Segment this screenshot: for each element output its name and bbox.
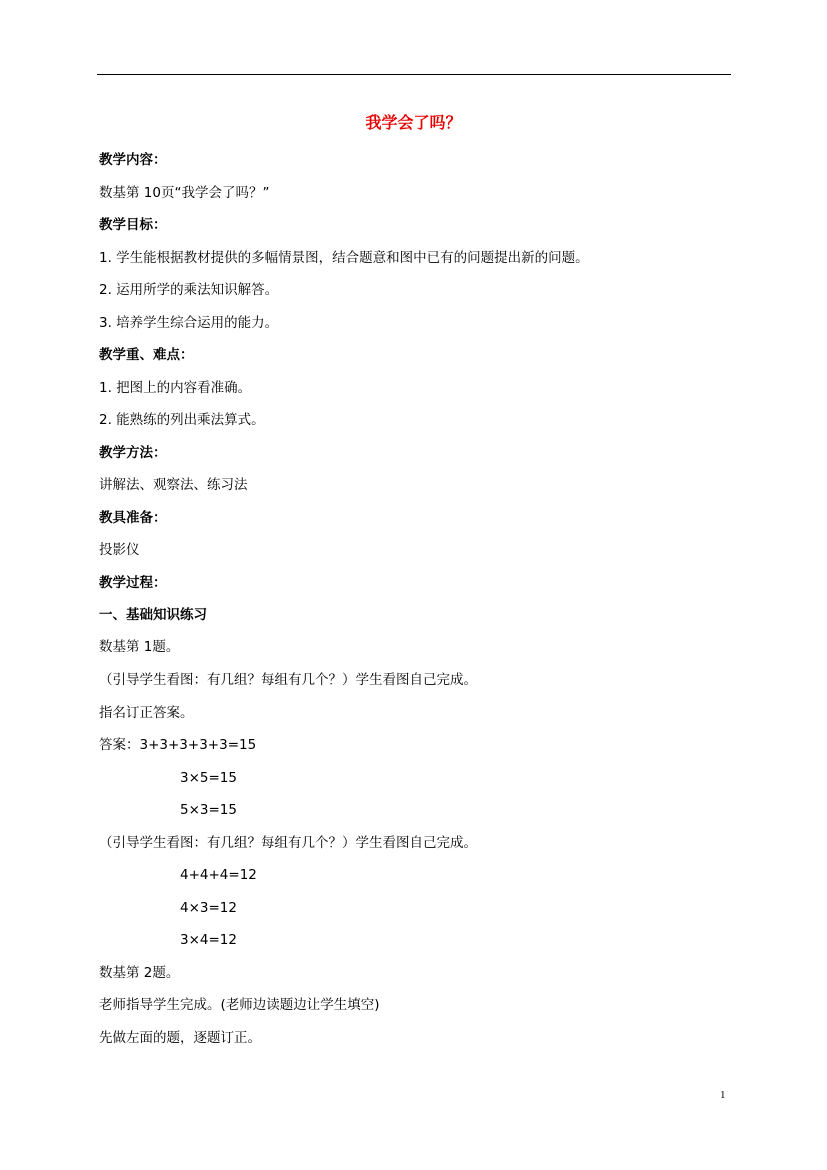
page-number: 1 — [720, 1089, 726, 1101]
goal-item-3: 3. 培养学生综合运用的能力。 — [99, 315, 279, 331]
exercise-2-heading: 数基第 2题。 — [99, 965, 180, 981]
text-content-ref: 数基第 10页“我学会了吗？” — [99, 185, 270, 201]
document-title: 我学会了吗？ — [365, 113, 462, 132]
header-rule — [97, 74, 731, 75]
exercise-1-heading: 数基第 1题。 — [99, 639, 180, 655]
heading-teaching-process: 教学过程： — [99, 575, 167, 591]
equation-line: 4×3=12 — [180, 900, 237, 916]
heading-teaching-content: 教学内容： — [99, 152, 167, 168]
instruction-line: （引导学生看图：有几组？每组有几个？）学生看图自己完成。 — [99, 672, 477, 688]
equation-line: 5×3=15 — [180, 802, 237, 818]
text-check-answers: 指名订正答案。 — [99, 705, 194, 721]
instruction-line: （引导学生看图：有几组？每组有几个？）学生看图自己完成。 — [99, 835, 477, 851]
answer-line: 答案：3+3+3+3+3=15 — [99, 737, 257, 753]
heading-teaching-aids: 教具准备： — [99, 510, 167, 526]
equation-line: 4+4+4=12 — [180, 867, 257, 883]
equation-line: 3×5=15 — [180, 770, 237, 786]
heading-teaching-goals: 教学目标： — [99, 217, 167, 233]
key-point-2: 2. 能熟练的列出乘法算式。 — [99, 412, 265, 428]
key-point-1: 1. 把图上的内容看准确。 — [99, 380, 252, 396]
equation-line: 3×4=12 — [180, 932, 237, 948]
text-left-first: 先做左面的题，逐题订正。 — [99, 1030, 261, 1046]
goal-item-2: 2. 运用所学的乘法知识解答。 — [99, 282, 279, 298]
goal-item-1: 1. 学生能根据教材提供的多幅情景图，结合题意和图中已有的问题提出新的问题。 — [99, 250, 589, 266]
heading-key-points: 教学重、难点： — [99, 347, 194, 363]
section-basic-practice: 一、基础知识练习 — [99, 607, 207, 623]
text-teacher-guidance: 老师指导学生完成。(老师边读题边让学生填空) — [99, 997, 380, 1013]
text-aids: 投影仪 — [99, 542, 140, 558]
text-methods: 讲解法、观察法、练习法 — [99, 477, 248, 493]
heading-teaching-methods: 教学方法： — [99, 445, 167, 461]
